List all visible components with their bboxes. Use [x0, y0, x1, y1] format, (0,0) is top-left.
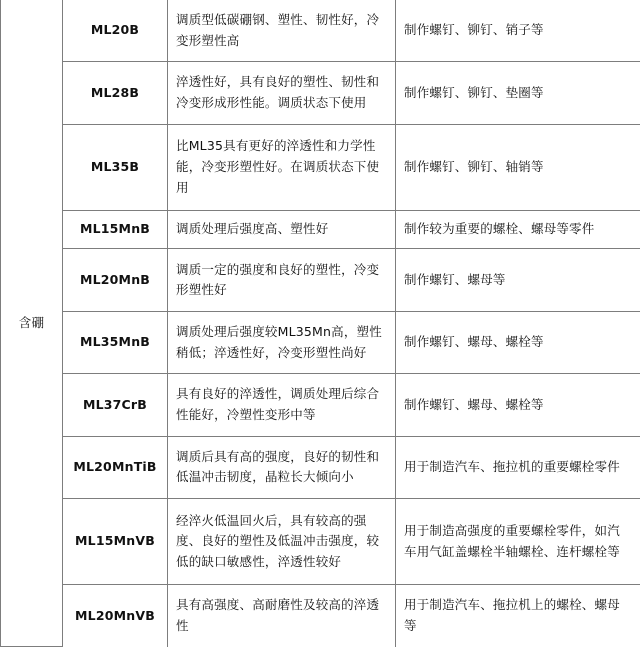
table-row [1, 499, 640, 585]
grade-cell: ML35MnB [63, 311, 168, 373]
properties-cell: 调质型低碳硼钢、塑性、韧性好，冷变形塑性高 [168, 0, 396, 62]
table-row [1, 0, 640, 62]
properties-cell: 调质处理后强度较ML35Mn高，塑性稍低；淬透性好，冷变形塑性尚好 [168, 311, 396, 373]
grade-cell: ML20MnB [63, 249, 168, 311]
grade-cell: ML15MnVB [63, 499, 168, 585]
uses-cell: 制作螺钉、螺母、螺栓等 [396, 374, 640, 436]
properties-cell: 调质后具有高的强度，良好的韧性和低温冲击韧度，晶粒长大倾向小 [168, 436, 396, 498]
table-row [1, 585, 640, 647]
table-row [1, 374, 640, 436]
uses-cell: 制作螺钉、螺母等 [396, 249, 640, 311]
uses-cell: 制作螺钉、铆钉、销子等 [396, 0, 640, 62]
table-row [1, 124, 640, 210]
properties-cell: 比ML35具有更好的淬透性和力学性能，冷变形塑性好。在调质状态下使用 [168, 124, 396, 210]
table-row [1, 249, 640, 311]
uses-cell: 制作螺钉、螺母、螺栓等 [396, 311, 640, 373]
table-body [1, 0, 640, 647]
uses-cell: 制作较为重要的螺栓、螺母等零件 [396, 210, 640, 249]
uses-cell: 用于制造汽车、拖拉机上的螺栓、螺母等 [396, 585, 640, 647]
grade-cell: ML35B [63, 124, 168, 210]
properties-cell: 淬透性好，具有良好的塑性、韧性和冷变形成形性能。调质状态下使用 [168, 62, 396, 124]
grade-cell: ML20B [63, 0, 168, 62]
table-row [1, 62, 640, 124]
grade-cell: ML28B [63, 62, 168, 124]
grade-cell: ML20MnVB [63, 585, 168, 647]
uses-cell: 制作螺钉、铆钉、轴销等 [396, 124, 640, 210]
uses-cell: 用于制造高强度的重要螺栓零件，如汽车用气缸盖螺栓半轴螺栓、连杆螺栓等 [396, 499, 640, 585]
table-row [1, 210, 640, 249]
properties-cell: 调质一定的强度和良好的塑性，冷变形塑性好 [168, 249, 396, 311]
uses-cell: 制作螺钉、铆钉、垫圈等 [396, 62, 640, 124]
grade-cell: ML15MnB [63, 210, 168, 249]
grade-cell: ML37CrB [63, 374, 168, 436]
properties-cell: 调质处理后强度高、塑性好 [168, 210, 396, 249]
properties-cell: 具有高强度、高耐磨性及较高的淬透性 [168, 585, 396, 647]
table-row [1, 436, 640, 498]
properties-cell: 具有良好的淬透性，调质处理后综合性能好，冷塑性变形中等 [168, 374, 396, 436]
group-label: 含硼 [18, 314, 45, 330]
uses-cell: 用于制造汽车、拖拉机的重要螺栓零件 [396, 436, 640, 498]
grade-cell: ML20MnTiB [63, 436, 168, 498]
properties-cell: 经淬火低温回火后，具有较高的强度、良好的塑性及低温冲击强度，较低的缺口敏感性，淬透性较好 [168, 499, 396, 585]
table-row [1, 311, 640, 373]
group-cell-boron [1, 0, 63, 647]
